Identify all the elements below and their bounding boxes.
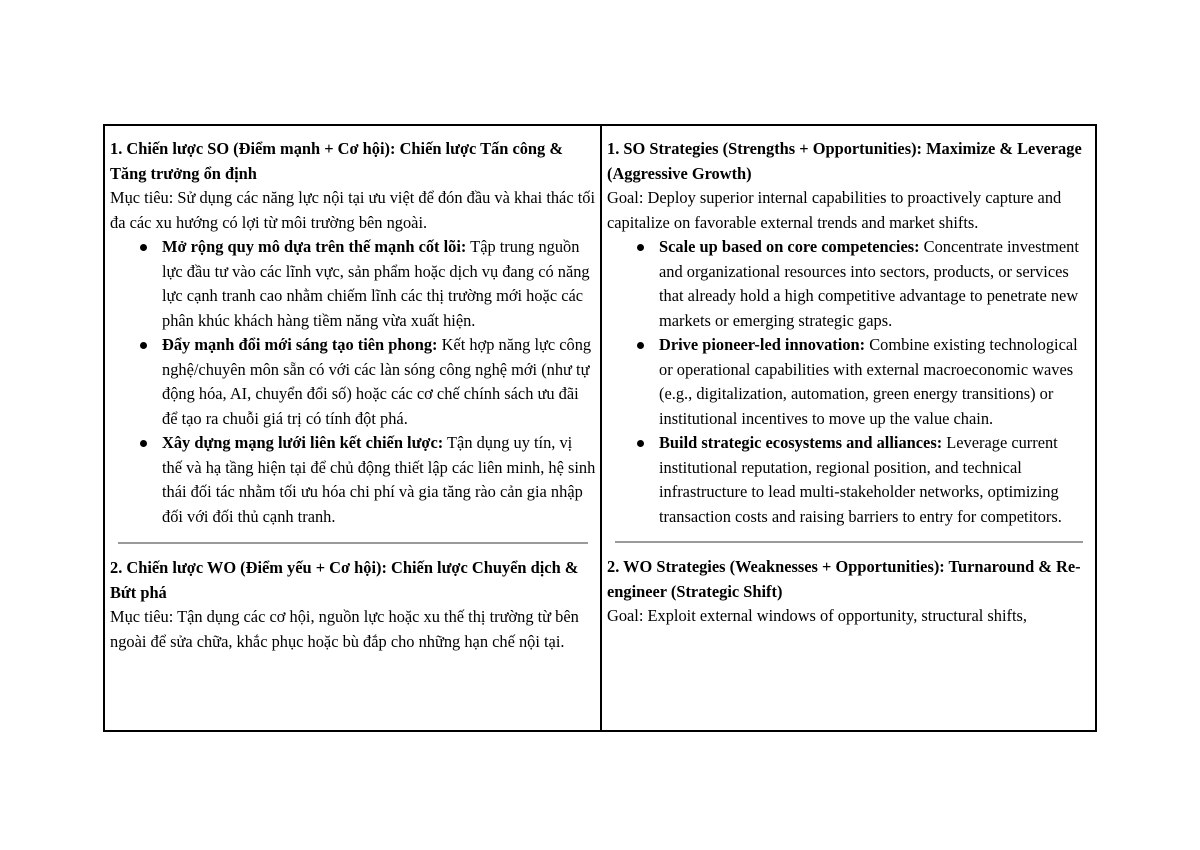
bullet-text: Tập trung nguồn lực đầu tư vào các lĩnh vực, sản phẩm hoặc dịch vụ đang có năng lực cạnh tranh cao nhằm chiếm lĩnh các thị trường mới hoặc các phân khúc khách hàng tiềm năng vừa xuất hiện.: [162, 237, 590, 330]
so-goal-vi: Mục tiêu: Sử dụng các năng lực nội tại ưu việt để đón đầu và khai thác tối đa các xu hướng có lợi từ môi trường bên ngoài.: [110, 188, 596, 232]
vietnamese-column: [103, 126, 600, 730]
bullet-text: Kết hợp năng lực công nghệ/chuyên môn sẵn có với các làn sóng công nghệ mới (như tự động hóa, AI, chuyển đổi số) hoặc các cơ chế chính sách ưu đãi để tạo ra chuỗi giá trị có tính đột phá.: [162, 335, 592, 428]
so-bullet-item-en: [659, 431, 1091, 529]
so-bullet-item-vi: [162, 431, 596, 529]
bullet-title: Mở rộng quy mô dựa trên thế mạnh cốt lõi:: [162, 237, 467, 256]
bullet-text: Leverage current institutional reputation, regional position, and technical infrastructure to lead multi-stakeholder networks, optimizing transaction costs and raising barriers to entry for competitors.: [659, 433, 1062, 526]
wo-section-vi: [110, 556, 596, 654]
so-bullet-item-vi: [162, 333, 596, 431]
wo-section-en: [607, 555, 1091, 629]
so-heading-vi: 1. Chiến lược SO (Điểm mạnh + Cơ hội): Chiến lược Tấn công & Tăng trưởng ổn định: [110, 139, 563, 183]
so-bullet-list-en: [607, 235, 1091, 529]
wo-goal-vi: Mục tiêu: Tận dụng các cơ hội, nguồn lực hoặc xu thế thị trường từ bên ngoài để sửa chữa, khắc phục hoặc bù đắp cho những hạn chế nội tại.: [110, 607, 579, 651]
so-bullet-item-en: [659, 333, 1091, 431]
section-divider: [615, 541, 1083, 543]
section-divider: [118, 542, 588, 544]
wo-heading-vi: 2. Chiến lược WO (Điểm yếu + Cơ hội): Chiến lược Chuyển dịch & Bứt phá: [110, 558, 579, 602]
strategy-table: [103, 124, 1097, 732]
bullet-title: Xây dựng mạng lưới liên kết chiến lược:: [162, 433, 444, 452]
bullet-text: Concentrate investment and organizational resources into sectors, products, or services that already hold a high competitive advantage to penetrate new markets or emerging strategic gaps.: [659, 237, 1079, 330]
bullet-title: Scale up based on core competencies:: [659, 237, 920, 256]
so-bullet-item-vi: [162, 235, 596, 333]
so-bullet-list-vi: [110, 235, 596, 529]
so-section-vi: [110, 137, 596, 529]
bullet-text: Combine existing technological or operational capabilities with external macroeconomic waves (e.g., digitalization, automation, green energy transitions) or institutional incentives to move up the value chain.: [659, 335, 1078, 428]
so-section-en: [607, 137, 1091, 529]
bullet-title: Đẩy mạnh đổi mới sáng tạo tiên phong:: [162, 335, 438, 354]
wo-goal-en: Goal: Exploit external windows of opportunity, structural shifts,: [607, 606, 1028, 625]
bullet-text: Tận dụng uy tín, vị thế và hạ tầng hiện tại để chủ động thiết lập các liên minh, hệ sinh thái đối tác nhằm tối ưu hóa chi phí và gia tăng rào cản gia nhập đối với đối thủ cạnh tranh.: [162, 433, 596, 526]
bullet-title: Build strategic ecosystems and alliances:: [659, 433, 943, 452]
so-goal-en: Goal: Deploy superior internal capabilities to proactively capture and capitalize on favorable external trends and market shifts.: [607, 188, 1062, 232]
bullet-title: Drive pioneer-led innovation:: [659, 335, 866, 354]
english-column: [600, 126, 1097, 730]
wo-heading-en: 2. WO Strategies (Weaknesses + Opportunities): Turnaround & Re-engineer (Strategic Shift): [607, 557, 1081, 601]
so-heading-en: 1. SO Strategies (Strengths + Opportunities): Maximize & Leverage (Aggressive Growth): [607, 139, 1082, 183]
so-bullet-item-en: [659, 235, 1091, 333]
